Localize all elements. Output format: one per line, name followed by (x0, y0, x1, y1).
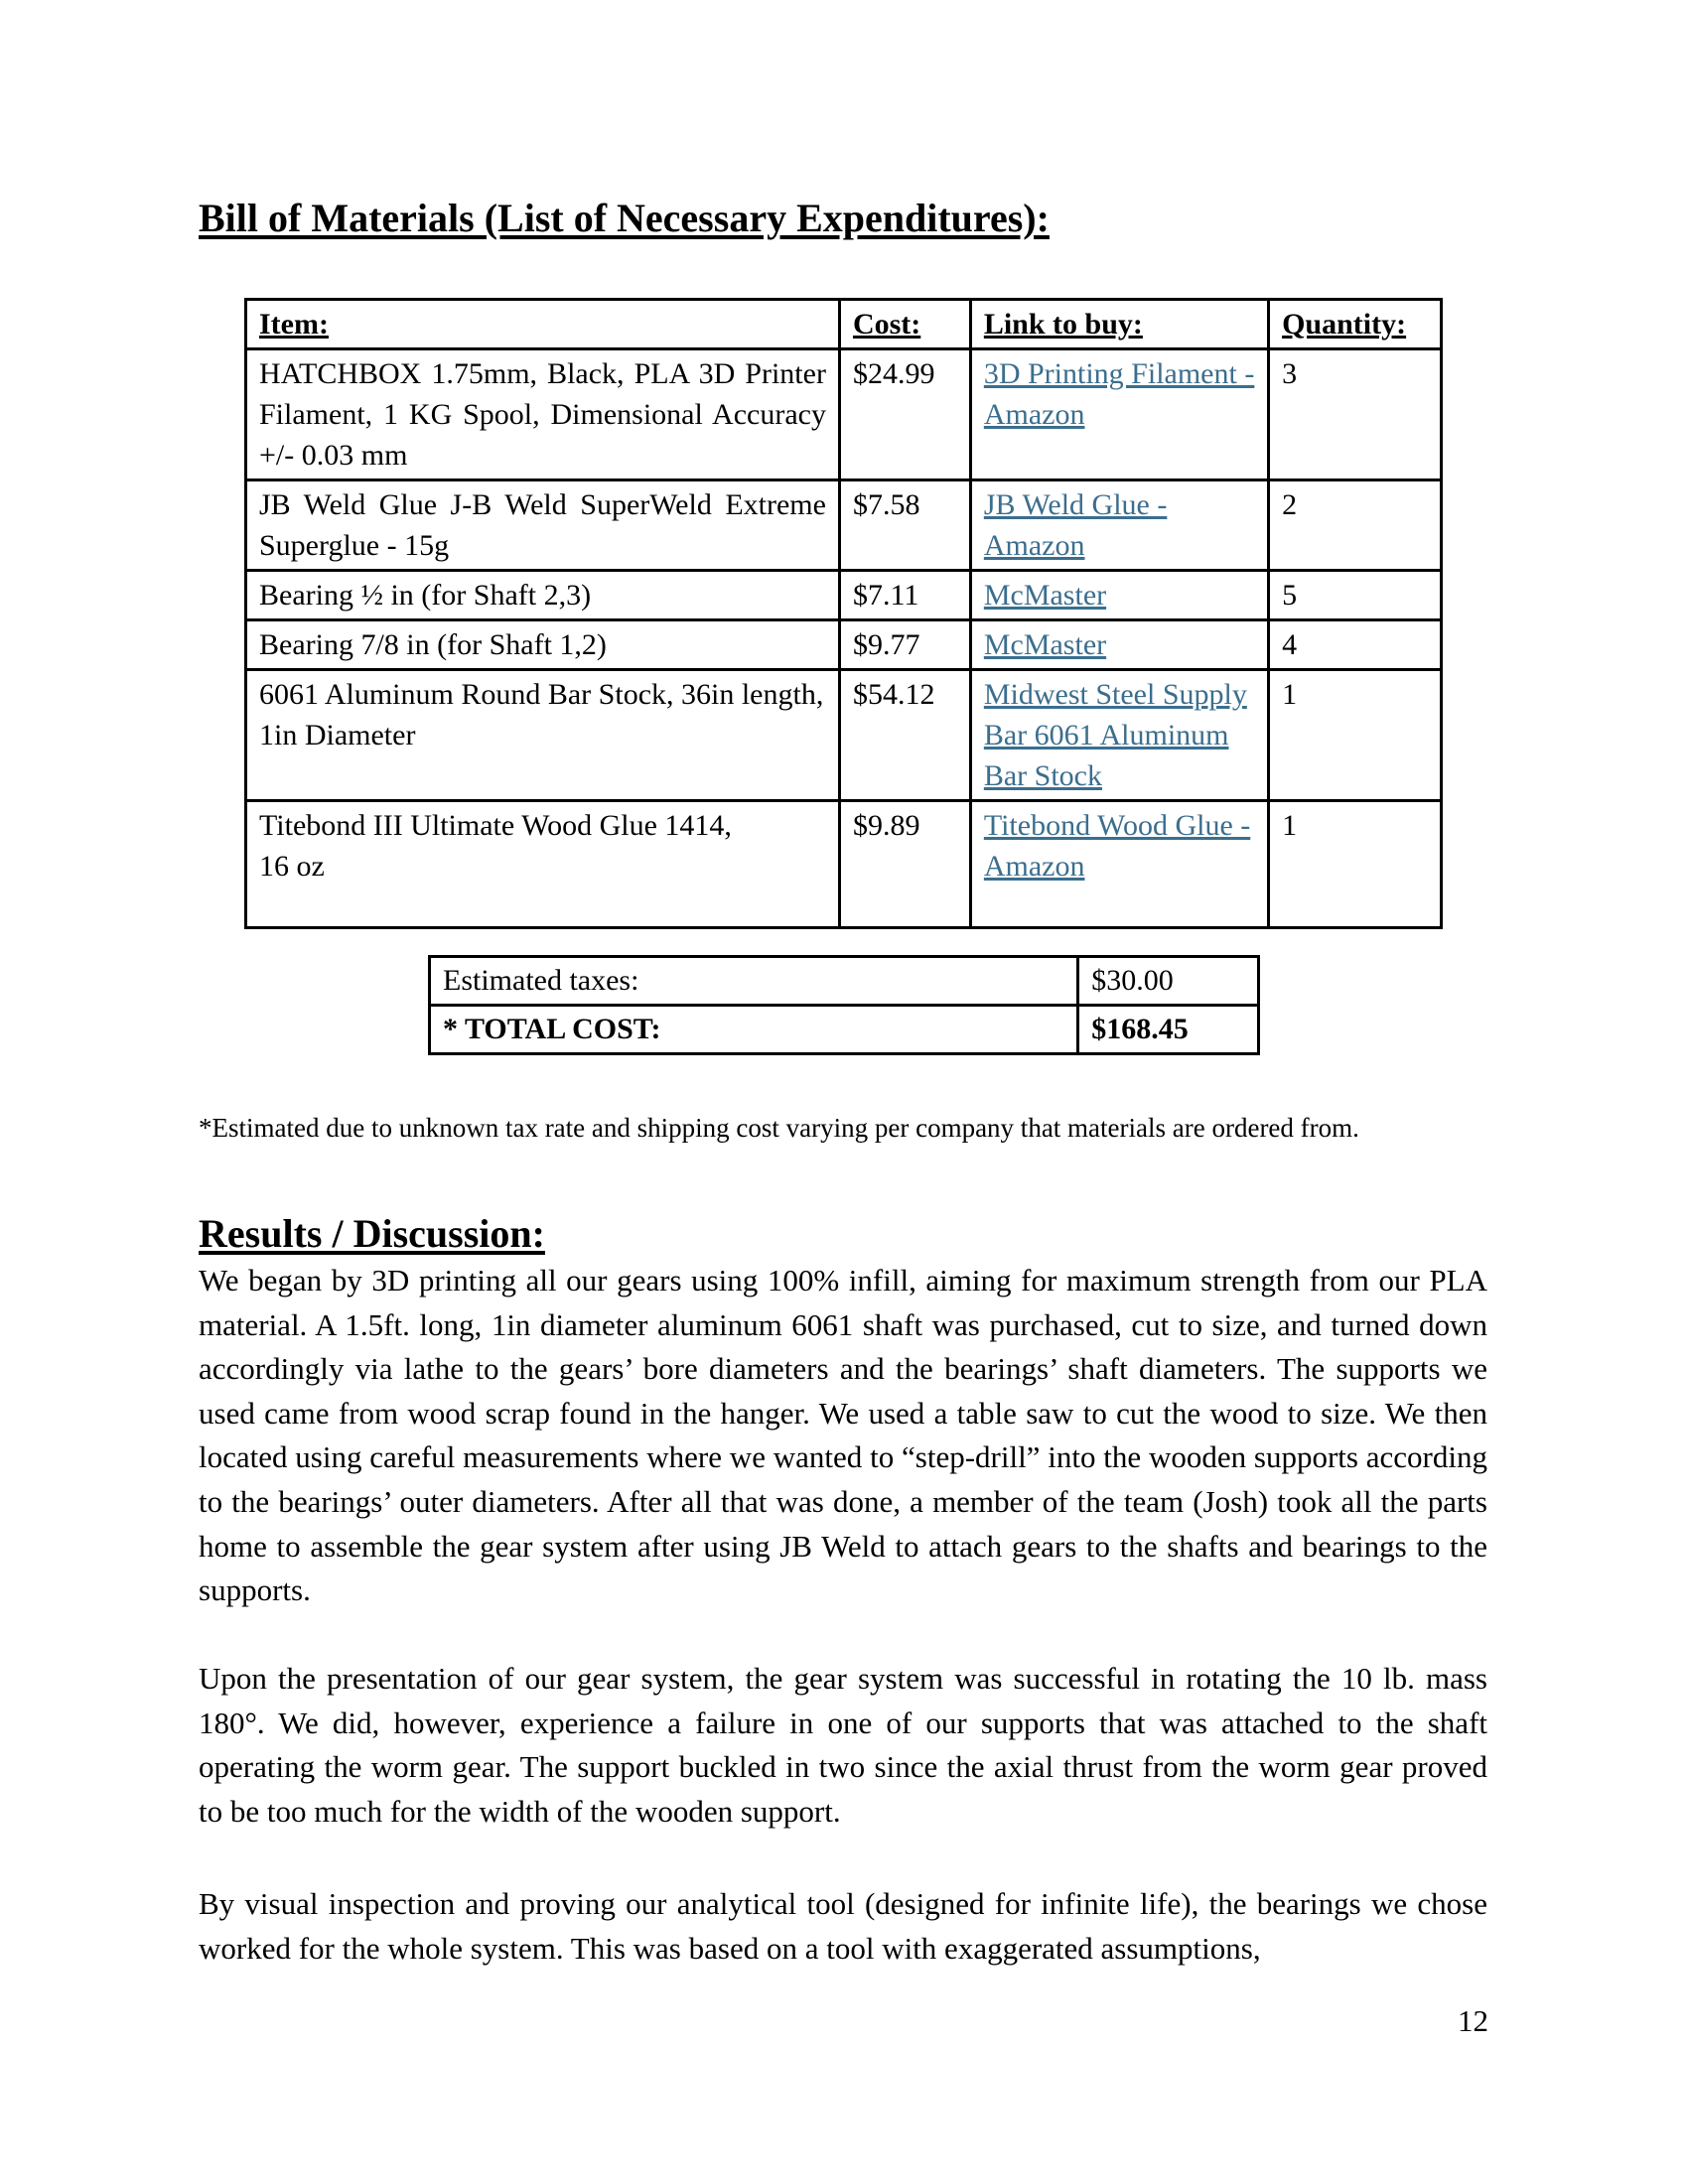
cost-cell: $7.11 (839, 571, 970, 620)
item-cell: 6061 Aluminum Round Bar Stock, 36in length, 1in Diameter (246, 670, 840, 801)
link-cell (970, 801, 1268, 928)
quantity-cell: 1 (1269, 801, 1442, 928)
buy-link[interactable]: Midwest Steel Supply Bar 6061 Aluminum Bar Stock (983, 678, 1247, 792)
link-cell (970, 571, 1268, 620)
quantity-cell: 2 (1269, 480, 1442, 571)
link-cell (970, 670, 1268, 801)
header-link: Link to buy: (970, 300, 1268, 349)
results-paragraph-1: We began by 3D printing all our gears using 100% infill, aiming for maximum strength from our PLA material. A 1.5ft. long, 1in diameter aluminum 6061 shaft was purchased, cut to size, and turned down accordingly via lathe to the gears’ bore diameters and the bearings’ shaft diameters. The supports we used came from wood scrap found in the hanger. We used a table saw to cut the wood to size. We then located using careful measurements where we wanted to “step-drill” into the wooden supports according to the bearings’ outer diameters. After all that was done, a member of the team (Josh) took all the parts home to assemble the gear system after using JB Weld to attach gears to the shafts and bearings to the supports. (199, 1263, 1487, 1608)
taxes-row (430, 957, 1259, 1006)
cost-cell: $54.12 (839, 670, 970, 801)
link-cell (970, 620, 1268, 670)
bom-heading: Bill of Materials (List of Necessary Expenditures): (199, 196, 1050, 240)
table-row (246, 349, 1442, 480)
buy-link[interactable]: 3D Printing Filament - Amazon (983, 357, 1255, 431)
taxes-value: $30.00 (1078, 957, 1259, 1006)
buy-link[interactable]: Titebond Wood Glue - Amazon (983, 809, 1251, 883)
cost-cell: $24.99 (839, 349, 970, 480)
link-cell (970, 349, 1268, 480)
link-cell (970, 480, 1268, 571)
total-value: $168.45 (1078, 1006, 1259, 1054)
totals-table (428, 955, 1260, 1055)
table-row (246, 620, 1442, 670)
total-label: * TOTAL COST: (430, 1006, 1078, 1054)
page-number: 12 (1458, 2003, 1488, 2038)
quantity-cell: 3 (1269, 349, 1442, 480)
results-heading: Results / Discussion: (199, 1211, 545, 1256)
table-row (246, 670, 1442, 801)
table-row (246, 571, 1442, 620)
cost-cell: $9.89 (839, 801, 970, 928)
item-cell: Titebond III Ultimate Wood Glue 1414, 16 oz (246, 801, 840, 928)
buy-link[interactable]: McMaster (983, 579, 1107, 612)
item-cell: HATCHBOX 1.75mm, Black, PLA 3D Printer Filament, 1 KG Spool, Dimensional Accuracy +/- 0.03 mm (246, 349, 840, 480)
header-item: Item: (246, 300, 840, 349)
quantity-cell: 5 (1269, 571, 1442, 620)
item-cell: Bearing ½ in (for Shaft 2,3) (246, 571, 840, 620)
cost-cell: $7.58 (839, 480, 970, 571)
table-row (246, 801, 1442, 928)
footnote: *Estimated due to unknown tax rate and shipping cost varying per company that materials are ordered from. (199, 1113, 1359, 1143)
quantity-cell: 4 (1269, 620, 1442, 670)
quantity-cell: 1 (1269, 670, 1442, 801)
buy-link[interactable]: McMaster (983, 628, 1107, 661)
header-cost: Cost: (839, 300, 970, 349)
header-quantity: Quantity: (1269, 300, 1442, 349)
cost-cell: $9.77 (839, 620, 970, 670)
results-paragraph-2: Upon the presentation of our gear system, the gear system was successful in rotating the 10 lb. mass 180°. We did, however, experience a failure in one of our supports that was attached to the shaft operating the worm gear. The support buckled in two since the axial thrust from the worm gear proved to be too much for the width of the wooden support. (199, 1661, 1487, 1829)
bom-header-row (246, 300, 1442, 349)
item-cell: Bearing 7/8 in (for Shaft 1,2) (246, 620, 840, 670)
results-paragraph-3: By visual inspection and proving our analytical tool (designed for infinite life), the bearings we chose worked for the whole system. This was based on a tool with exaggerated assumptions, (199, 1886, 1487, 1966)
item-cell: JB Weld Glue J-B Weld SuperWeld Extreme Superglue - 15g (246, 480, 840, 571)
table-row (246, 480, 1442, 571)
taxes-label: Estimated taxes: (430, 957, 1078, 1006)
total-row (430, 1006, 1259, 1054)
bom-table (244, 298, 1443, 929)
buy-link[interactable]: JB Weld Glue - Amazon (983, 488, 1168, 562)
